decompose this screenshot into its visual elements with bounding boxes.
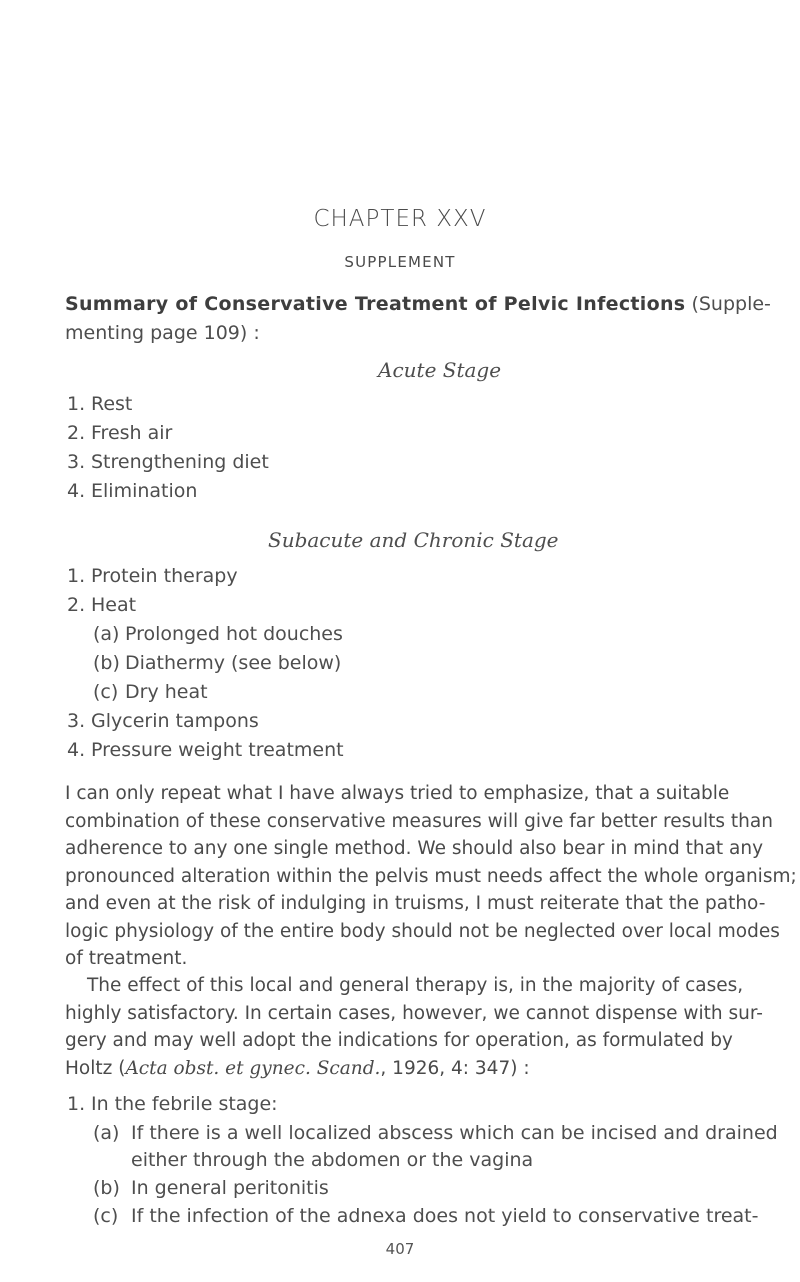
list-item: (b) In general peritonitis (93, 1177, 329, 1199)
list-item: 3. Strengthening diet (67, 451, 269, 473)
list-item: (c) If the infection of the adnexa does not yield to conservative treat- (93, 1205, 759, 1227)
section-title: SUPPLEMENT (344, 253, 456, 271)
list-item: 1. Rest (67, 393, 133, 415)
list-item: (b) Diathermy (see below) (93, 652, 342, 674)
paragraph-2: The effect of this local and general therapy is, in the majority of cases, highly satisfactory. In certain cases, however, we cannot dispense with sur- gery and may well adopt the indications for operation, as formulated by Holtz (Acta obst. et gynec. Scand., 1926, 4: 347) : (65, 972, 763, 1082)
citation: Holtz (Acta obst. et gynec. Scand., 1926, 4: 347) : (65, 1057, 530, 1079)
febrile-heading: 1. In the febrile stage: (67, 1093, 278, 1115)
subacute-stage-heading: Subacute and Chronic Stage (268, 528, 559, 552)
list-item: 4. Elimination (67, 480, 198, 502)
list-item: 2. Fresh air (67, 422, 173, 444)
list-item: 4. Pressure weight treatment (67, 739, 344, 761)
list-item: 1. Protein therapy (67, 565, 238, 587)
list-item: 3. Glycerin tampons (67, 710, 259, 732)
list-item: (a) If there is a well localized abscess which can be incised and drained (93, 1122, 778, 1144)
list-item: (c) Dry heat (93, 681, 208, 703)
summary-heading-bold: Summary of Conservative Treatment of Pelvic Infections (65, 293, 686, 315)
chapter-title: CHAPTER XXV (313, 206, 487, 232)
summary-heading-paren: (Supple- (691, 293, 771, 315)
summary-heading-line1 (65, 293, 771, 315)
acute-stage-heading: Acute Stage (378, 358, 502, 382)
summary-heading-line2: menting page 109) : (65, 322, 260, 344)
list-item: 2. Heat (67, 594, 137, 616)
paragraph-1: I can only repeat what I have always tried to emphasize, that a suitable combination of these conservative measures will give far better results than adherence to any one single method. We should also bear in mind that any pronounced alteration within the pelvis must needs affect the whole organism; and even at the risk of indulging in truisms, I must reiterate that the patho- logic physiology of the entire body should not be neglected over local modes of treatment. (65, 783, 797, 969)
list-item: (a) Prolonged hot douches (93, 623, 343, 645)
page-number: 407 (385, 1240, 415, 1258)
list-item-continuation: either through the abdomen or the vagina (131, 1149, 534, 1171)
